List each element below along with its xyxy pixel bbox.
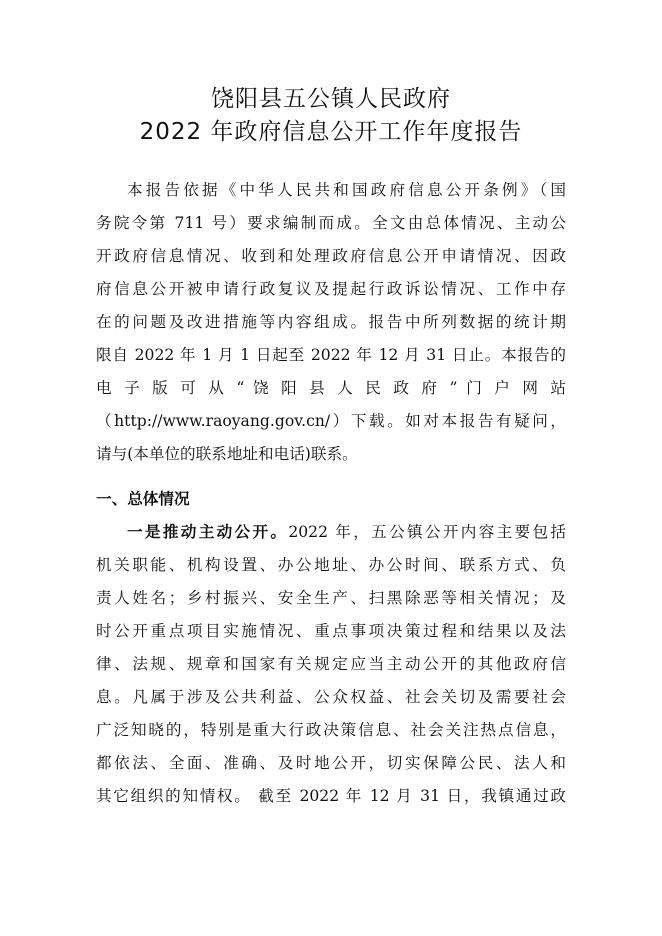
intro-line: 在的问题及改进措施等内容组成。报告中所列数据的统计期: [96, 313, 566, 331]
lead-text: 2022 年，五公镇公开内容主要包括: [288, 523, 566, 541]
section-paragraph-line: 广泛知晓的，特别是重大行政决策信息、社会关注热点信息，: [96, 721, 566, 739]
section-paragraph-line: 时公开重点项目实施情况、重点事项决策过程和结果以及法: [96, 622, 566, 640]
document-title-line2: 2022 年政府信息公开工作年度报告: [139, 119, 523, 145]
lead-bold-text: 一是推动主动公开。: [127, 523, 289, 541]
intro-line: 开政府信息情况、收到和处理政府信息公开申请情况、因政: [96, 247, 566, 265]
section-paragraph-line: 其它组织的知情权。 截至 2022 年 12 月 31 日，我镇通过政: [96, 787, 566, 805]
section-paragraph-line: 律、法规、规章和国家有关规定应当主动公开的其他政府信: [96, 655, 566, 673]
intro-line: 府信息公开被申请行政复议及提起行政诉讼情况、工作中存: [96, 280, 566, 298]
intro-line: 请与(本单位的联系地址和电话)联系。: [96, 445, 358, 463]
section-paragraph-line: 息。凡属于涉及公共利益、公众权益、社会关切及需要社会: [96, 688, 566, 706]
intro-line: 限自 2022 年 1 月 1 日起至 2022 年 12 月 31 日止。本报告的: [96, 346, 566, 364]
document-title-line1: 饶阳县五公镇人民政府: [211, 86, 451, 112]
section-paragraph-line: [127, 522, 566, 542]
intro-line: （http://www.raoyang.gov.cn/）下载。如对本报告有疑问，: [96, 412, 566, 430]
intro-line: 本报告依据《中华人民共和国政府信息公开条例》（国: [127, 181, 566, 199]
intro-line: 电 子 版 可 从 “ 饶 阳 县 人 民 政 府 ” 门 户 网 站: [96, 379, 566, 397]
section-paragraph-line: 机关职能、机构设置、办公地址、办公时间、联系方式、负: [96, 556, 566, 574]
intro-line: 务院令第 711 号）要求编制而成。全文由总体情况、主动公: [96, 214, 566, 232]
section-paragraph-line: 责人姓名；乡村振兴、安全生产、扫黑除恶等相关情况；及: [96, 589, 566, 607]
section-paragraph-line: 都依法、全面、准确、及时地公开，切实保障公民、法人和: [96, 754, 566, 772]
section-heading: 一、总体情况: [96, 490, 190, 508]
